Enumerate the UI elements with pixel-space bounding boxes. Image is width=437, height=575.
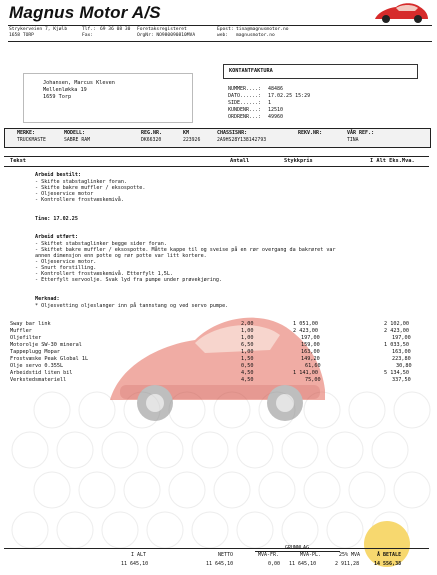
line-item-row [0, 356, 437, 363]
vehicle-ref-header: VÅR REF.: [347, 130, 375, 136]
company-email-label: Epost: [217, 27, 234, 32]
total-mva: 2 911,28 [335, 561, 360, 567]
line-item-total: 163,00 [392, 349, 411, 355]
work-ordered-line: - Skifte bakre muffler / eksospotte. [35, 185, 146, 191]
line-item-row [0, 328, 437, 335]
grunnlag-label: GRUNNLAG [285, 545, 310, 551]
total-mva-fr-label: MVA-FR. [258, 552, 280, 558]
invoice-page-number: 1 [268, 100, 272, 106]
line-item-name: Verkstedsmateriell [10, 377, 67, 383]
vehicle-km: 223926 [183, 138, 201, 143]
line-item-row [0, 335, 437, 342]
vehicle-brand-header: MERKE: [17, 130, 36, 136]
line-item-row [0, 342, 437, 349]
line-item-price: 75,00 [305, 377, 321, 383]
company-phone: 69 36 08 30 [100, 27, 131, 32]
customer-name: Johansen, Marcus Kleven [43, 80, 115, 86]
invoice-type: KONTANTFAKTURA [229, 68, 273, 74]
company-address-line1: Strykerveien 7, Kjølb [9, 27, 68, 32]
header-divider [8, 25, 432, 26]
line-item-price: 197,00 [301, 335, 320, 341]
items-header-unit-price: Stykkpris [284, 158, 313, 164]
total-sum-label: I ALT [131, 552, 147, 558]
company-phone-label: Tlf.: [82, 27, 96, 32]
line-item-name: Sway bar link [10, 321, 51, 327]
line-item-price: 2 423,00 [293, 328, 318, 334]
line-item-qty: 0,50 [241, 363, 254, 369]
invoice-page-label: SIDE......: [228, 100, 262, 106]
order-number: 49960 [268, 114, 284, 120]
company-orgnr: OrgNr: NO980090810MVA [137, 33, 196, 38]
vehicle-brand: TRUCKMASTE [17, 138, 46, 143]
company-email[interactable]: tina@magnusmotor.no [236, 27, 289, 32]
vehicle-model: SABRE RAM [64, 138, 90, 143]
line-item-price: 1 051,00 [293, 321, 318, 327]
line-item-qty: 1,00 [241, 349, 254, 355]
work-done-line: annen dimensjon enn potte og rør potte var litt kortere. [35, 253, 207, 259]
line-item-name: Motorolje SW-30 mineral [10, 342, 82, 348]
vehicle-chassis: 2A9HS28Y138142793 [217, 138, 267, 143]
total-netto-label: NETTO [218, 552, 234, 558]
line-item-qty: 6,50 [241, 342, 254, 348]
work-done-line: - Skiftet bakre muffler / eksospotte. Måtte kappe til og sveise på en rør overgang da bakrøret var [35, 247, 336, 253]
customer-city: 1659 Torp [43, 94, 72, 100]
company-registry: Foretaksregisteret [137, 27, 187, 32]
total-netto: 11 645,10 [206, 561, 234, 567]
company-web[interactable]: magnusmotor.no [236, 33, 275, 38]
total-mva-pl: 11 645,10 [289, 561, 317, 567]
line-item-price: 159,00 [301, 342, 320, 348]
line-item-name: Tappeplugg Mopar [10, 349, 60, 355]
line-item-total: 1 033,50 [384, 342, 409, 348]
line-item-qty: 1,50 [241, 356, 254, 362]
line-item-name: Arbeidstid liten bil [10, 370, 73, 376]
line-item-price: 163,00 [301, 349, 320, 355]
customer-number-label: KUNDENR...: [228, 107, 262, 113]
customer-street: Mellenløkka 19 [43, 87, 87, 93]
total-pay: 14 556,38 [374, 561, 402, 567]
company-fax-label: Fax: [82, 33, 94, 38]
vehicle-model-header: MODELL: [64, 130, 86, 136]
line-item-total: 30,80 [396, 363, 412, 369]
items-header-qty: Antall [230, 158, 250, 164]
company-name: Magnus Motor A/S [9, 3, 161, 22]
total-pay-label: Å BETALE [377, 552, 402, 558]
line-item-name: Oljefilter [10, 335, 42, 341]
car-logo-icon [372, 1, 430, 23]
line-item-qty: 4,50 [241, 377, 254, 383]
line-item-row [0, 377, 437, 384]
vehicle-ref: TINA [347, 138, 359, 143]
invoice-date-label: DATO......: [228, 93, 262, 99]
total-mva-fr: 0,00 [268, 561, 281, 567]
invoice-date: 17.02.25 15:29 [268, 93, 311, 99]
line-item-qty: 1,00 [241, 335, 254, 341]
total-sum: 11 645,10 [121, 561, 149, 567]
vehicle-reg-header: REG.NR. [141, 130, 163, 136]
invoice-number: 48486 [268, 86, 284, 92]
order-number-label: ORDRENR...: [228, 114, 262, 120]
line-item-price: 1 141,00 [293, 370, 318, 376]
items-header-total: I Alt Eks.Mva. [370, 158, 415, 164]
customer-number: 12510 [268, 107, 284, 113]
header-divider-2 [8, 41, 432, 42]
company-address-line2: 1658 TORP [9, 33, 34, 38]
line-item-total: 2 102,00 [384, 321, 409, 327]
line-item-total: 2 423,00 [384, 328, 409, 334]
line-item-row [0, 321, 437, 328]
line-item-qty: 1,00 [241, 328, 254, 334]
vehicle-rekv-header: REKV.NR: [298, 130, 323, 136]
line-item-total: 337,50 [392, 377, 411, 383]
line-item-row [0, 349, 437, 356]
line-item-total: 223,80 [392, 356, 411, 362]
company-web-label: web: [217, 33, 229, 38]
line-item-total: 5 134,50 [384, 370, 409, 376]
vehicle-reg: DK66320 [141, 138, 162, 143]
line-item-name: Muffler [10, 328, 32, 334]
items-header-bar [4, 156, 429, 167]
work-done-line: - Snurt forstilling. [35, 265, 97, 271]
work-done-line: - Oljeservice motor. [35, 259, 97, 265]
invoice-number-label: NUMMER....: [228, 86, 262, 92]
line-item-price: 61,60 [305, 363, 321, 369]
work-ordered-line: - Skifte stabstaglinker foran. [35, 179, 128, 185]
work-done-line: - Etterfylt servoolje. Svak lyd fra pumpe under prøvekjøring. [35, 277, 223, 283]
items-header-text: Tekst [10, 158, 26, 164]
line-item-row [0, 370, 437, 377]
line-item-qty: 2,00 [241, 321, 254, 327]
work-done-line: - Skiftet stabstaglinker begge sider foran. [35, 241, 167, 247]
total-mva-pct-label: 25% MVA [339, 552, 361, 558]
line-item-row [0, 363, 437, 370]
line-item-name: Frostvæske Peak Global 1L [10, 356, 89, 362]
work-done-title: Arbeid utført: [35, 234, 78, 240]
line-item-qty: 4,50 [241, 370, 254, 376]
work-time: Tine: 17.02.25 [35, 216, 78, 222]
vehicle-km-header: KM [183, 130, 190, 136]
work-ordered-title: Arbeid bestilt: [35, 172, 82, 178]
work-done-line: - Kontrollert frostvæskemivå. Etterfylt 1,5L. [35, 271, 174, 277]
work-note: * Oljesvetting oljeslanger inn på tannstang og ved servo pumpe. [35, 303, 229, 309]
vehicle-chassis-header: CHASSISNR: [217, 130, 248, 136]
total-mva-pl-label: MVA-PL. [300, 552, 322, 558]
line-item-price: 149,20 [301, 356, 320, 362]
work-ordered-line: - Oljeservice motor [35, 191, 94, 197]
totals-section [4, 548, 429, 571]
line-item-name: Olje servo 0.355L [10, 363, 64, 369]
work-note-title: Merknad: [35, 296, 60, 302]
work-ordered-line: - Kontrollere frostvæskemivå. [35, 197, 124, 203]
line-item-total: 197,00 [392, 335, 411, 341]
